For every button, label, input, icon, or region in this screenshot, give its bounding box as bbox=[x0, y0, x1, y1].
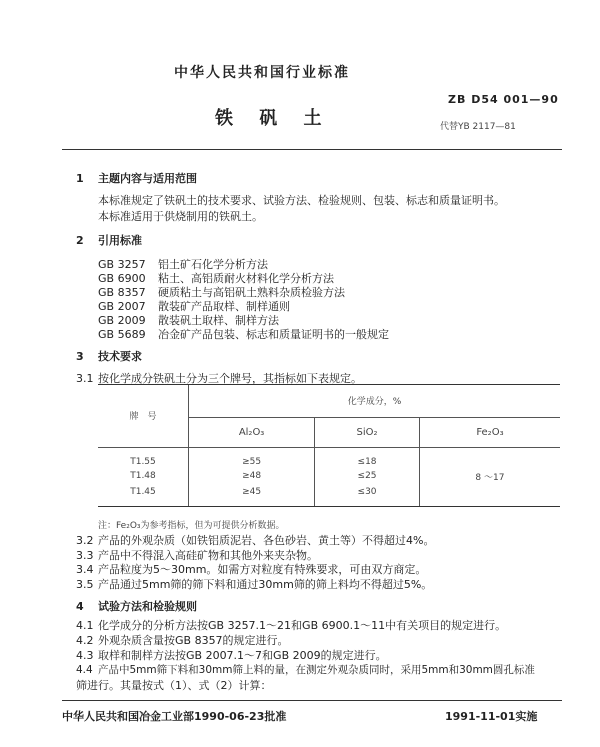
reference-code: GB 3257 bbox=[98, 258, 146, 271]
section-1-paragraph-2: 本标准适用于供烧制用的铁矾土。 bbox=[98, 210, 263, 223]
header-divider bbox=[62, 149, 562, 150]
section-4-heading bbox=[76, 598, 197, 614]
table-header-chemical-composition: 化学成分，% bbox=[189, 385, 561, 417]
clause-3-2 bbox=[76, 532, 434, 548]
clause-number: 4.2 bbox=[76, 634, 94, 647]
reference-code: GB 8357 bbox=[98, 286, 146, 299]
table-cell-al2o3: ≥55 bbox=[189, 447, 315, 468]
reference-name: 冶金矿产品包装、标志和质量证明书的一般规定 bbox=[158, 328, 389, 341]
section-2-heading bbox=[76, 232, 142, 248]
clause-text: 产品粒度为5～30mm。如需方对粒度有特殊要求，可由双方商定。 bbox=[98, 563, 427, 576]
reference-code: GB 2009 bbox=[98, 314, 146, 327]
reference-code: GB 6900 bbox=[98, 272, 146, 285]
section-2-title: 引用标准 bbox=[98, 234, 142, 247]
reference-item bbox=[98, 326, 389, 342]
clause-text: 按化学成分铁矾土分为三个牌号，其指标如下表规定。 bbox=[98, 372, 362, 385]
table-cell-grade: T1.45 bbox=[98, 484, 189, 506]
clause-number: 3.3 bbox=[76, 549, 94, 562]
footer-divider bbox=[62, 700, 562, 701]
table-row bbox=[98, 447, 560, 468]
table-header-al2o3: Al₂O₃ bbox=[189, 417, 315, 447]
clause-number: 3.4 bbox=[76, 563, 94, 576]
clause-number: 3.5 bbox=[76, 578, 94, 591]
clause-number: 4.1 bbox=[76, 619, 94, 632]
table-cell-sio2: ≤18 bbox=[315, 447, 420, 468]
section-1-number: 1 bbox=[76, 172, 84, 185]
table-row bbox=[98, 484, 560, 506]
clause-number: 4.3 bbox=[76, 649, 94, 662]
document-title: 铁 矾 土 bbox=[215, 108, 332, 129]
section-1-title: 主题内容与适用范围 bbox=[98, 172, 197, 185]
clause-3-4 bbox=[76, 561, 426, 577]
reference-name: 铝土矿石化学分析方法 bbox=[158, 258, 268, 271]
table-cell-sio2: ≤30 bbox=[315, 484, 420, 506]
standard-organization-heading: 中华人民共和国行业标准 bbox=[174, 65, 350, 81]
reference-name: 散装矾土取样、制样方法 bbox=[158, 314, 279, 327]
table-header-fe2o3: Fe₂O₃ bbox=[419, 417, 560, 447]
reference-name: 硬质粘土与高铝矾土熟料杂质检验方法 bbox=[158, 286, 345, 299]
clause-4-4-continued: 筛进行。其量按式（1）、式（2）计算： bbox=[76, 679, 272, 692]
section-4-title: 试验方法和检验规则 bbox=[98, 600, 197, 613]
section-3-heading bbox=[76, 348, 142, 364]
table-cell-fe2o3: 8 ～17 bbox=[475, 472, 505, 483]
table-cell-sio2: ≤25 bbox=[315, 468, 420, 484]
clause-4-3 bbox=[76, 647, 387, 663]
reference-code: GB 2007 bbox=[98, 300, 146, 313]
standard-code: ZB D54 001—90 bbox=[448, 93, 559, 106]
clause-text: 产品中5mm筛下料和30mm筛上料的量，在测定外观杂质同时，采用5mm和30mm圆孔标准 bbox=[98, 664, 535, 676]
table-cell-al2o3: ≥45 bbox=[189, 484, 315, 506]
clause-3-5 bbox=[76, 576, 432, 592]
clause-text: 取样和制样方法按GB 2007.1～7和GB 2009的规定进行。 bbox=[98, 649, 387, 662]
table-cell-grade: T1.55 bbox=[98, 447, 189, 468]
approval-line: 中华人民共和国冶金工业部1990-06-23批准 bbox=[62, 710, 287, 723]
grade-specification-table bbox=[98, 385, 560, 507]
clause-text: 化学成分的分析方法按GB 3257.1～21和GB 6900.1～11中有关项目的规定进行。 bbox=[98, 619, 507, 632]
table-row bbox=[98, 468, 560, 484]
section-1-paragraph-1: 本标准规定了铁矾土的技术要求、试验方法、检验规则、包装、标志和质量证明书。 bbox=[98, 194, 505, 207]
replaces-standard: 代替YB 2117—81 bbox=[440, 122, 516, 132]
table-header-sio2: SiO₂ bbox=[315, 417, 420, 447]
table-cell-fe2o3 bbox=[419, 484, 560, 506]
section-2-number: 2 bbox=[76, 234, 84, 247]
reference-name: 散装矿产品取样、制样通则 bbox=[158, 300, 290, 313]
section-4-number: 4 bbox=[76, 600, 84, 613]
table-header-grade: 牌 号 bbox=[98, 385, 189, 447]
clause-4-4 bbox=[76, 662, 535, 677]
clause-text: 外观杂质含量按GB 8357的规定进行。 bbox=[98, 634, 289, 647]
implementation-date: 1991-11-01实施 bbox=[445, 710, 538, 723]
clause-number: 3.1 bbox=[76, 372, 94, 385]
clause-number: 3.2 bbox=[76, 534, 94, 547]
reference-name: 粘土、高铝质耐火材料化学分析方法 bbox=[158, 272, 334, 285]
table-cell-al2o3: ≥48 bbox=[189, 468, 315, 484]
table-cell-grade: T1.48 bbox=[98, 468, 189, 484]
reference-code: GB 5689 bbox=[98, 328, 146, 341]
clause-4-1 bbox=[76, 617, 506, 633]
table-cell-fe2o3 bbox=[419, 447, 560, 468]
section-3-title: 技术要求 bbox=[98, 350, 142, 363]
table-note: 注：Fe₂O₃为参考指标，但为可提供分析数据。 bbox=[98, 521, 285, 531]
clause-text: 产品中不得混入高硅矿物和其他外来夹杂物。 bbox=[98, 549, 318, 562]
clause-text: 产品通过5mm筛的筛下料和通过30mm筛的筛上料均不得超过5%。 bbox=[98, 578, 433, 591]
clause-number: 4.4 bbox=[76, 664, 93, 676]
clause-text: 产品的外观杂质（如铁铝质泥岩、各色砂岩、黄土等）不得超过4%。 bbox=[98, 534, 435, 547]
clause-4-2 bbox=[76, 632, 289, 648]
section-3-number: 3 bbox=[76, 350, 84, 363]
section-1-heading bbox=[76, 170, 197, 186]
